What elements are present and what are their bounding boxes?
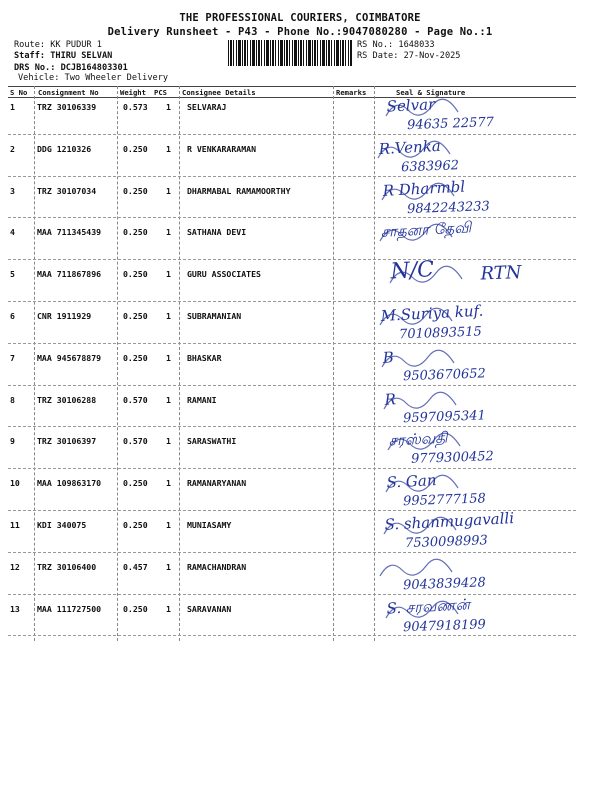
row-weight: 0.250 bbox=[123, 520, 148, 530]
row-consignee: RAMACHANDRAN bbox=[187, 561, 247, 572]
row-consignee: R VENKARARAMAN bbox=[187, 143, 257, 154]
row-weight: 0.250 bbox=[123, 185, 148, 196]
row-sno: 10 bbox=[10, 478, 20, 489]
row-pcs: 1 bbox=[166, 269, 171, 280]
row-sno: 2 bbox=[10, 143, 15, 154]
vehicle-label: Vehicle: Two Wheeler Delivery bbox=[18, 73, 169, 83]
handwritten-signature bbox=[380, 387, 590, 431]
staff-label: Staff: THIRU SELVAN bbox=[14, 51, 113, 61]
row-consignee: SATHANA DEVI bbox=[187, 227, 247, 238]
col-divider bbox=[374, 86, 375, 641]
row-sno: 12 bbox=[10, 561, 20, 572]
signature-phone: 7010893515 bbox=[398, 324, 483, 343]
handwritten-signature bbox=[380, 219, 590, 263]
signature-phone: 9842243233 bbox=[406, 198, 491, 217]
signature-phone: 9952777158 bbox=[402, 491, 487, 510]
handwritten-signature bbox=[380, 596, 590, 640]
row-consignment-no: CNR 1911929 bbox=[37, 311, 92, 321]
row-consignee: SARAVANAN bbox=[187, 603, 232, 614]
col-header-remarks: Remarks bbox=[336, 88, 367, 97]
runsheet-title: Delivery Runsheet - P43 - Phone No.:9047080280 - Page No.:1 bbox=[107, 26, 493, 38]
row-weight: 0.250 bbox=[123, 352, 148, 363]
row-pcs: 1 bbox=[166, 436, 171, 447]
row-sno: 3 bbox=[10, 185, 15, 196]
handwritten-signature bbox=[380, 470, 590, 514]
signature-name: S. சரவணன் bbox=[386, 594, 471, 618]
row-weight: 0.250 bbox=[123, 478, 148, 489]
signature-phone: 9047918199 bbox=[402, 616, 487, 635]
row-consignee: GURU ASSOCIATES bbox=[187, 269, 261, 280]
signature-phone: 6383962 bbox=[400, 158, 460, 176]
row-consignment-no: MAA 711345439 bbox=[37, 227, 102, 238]
row-consignment-no: MAA 711867896 bbox=[37, 269, 102, 280]
handwritten-signature bbox=[380, 428, 590, 472]
col-header-sno: S No bbox=[10, 88, 28, 97]
signature-name: சரஸ்வதி bbox=[388, 428, 448, 450]
row-pcs: 1 bbox=[166, 478, 171, 489]
row-weight: 0.250 bbox=[123, 269, 148, 280]
row-sno: 4 bbox=[10, 227, 15, 238]
col-divider bbox=[333, 86, 334, 641]
row-sno: 6 bbox=[10, 311, 15, 321]
handwritten-signature bbox=[380, 94, 590, 138]
handwritten-signature bbox=[380, 554, 590, 598]
rs-number: RS No.: 1648033 bbox=[357, 40, 435, 50]
col-header-seal: Seal & Signature bbox=[396, 88, 466, 97]
row-pcs: 1 bbox=[166, 102, 171, 112]
row-consignment-no: TRZ 30106400 bbox=[37, 561, 97, 572]
signature-phone: 9503670652 bbox=[402, 366, 487, 385]
signature-name: S. shanmugavalli bbox=[384, 509, 515, 534]
row-pcs: 1 bbox=[166, 311, 171, 321]
row-consignee: SARASWATHI bbox=[187, 436, 237, 447]
row-weight: 0.250 bbox=[123, 603, 148, 614]
handwritten-signature bbox=[380, 257, 590, 305]
signature-phone: 9779300452 bbox=[410, 449, 495, 468]
row-weight: 0.457 bbox=[123, 561, 148, 572]
col-header-consignment: Consignment No bbox=[38, 88, 99, 97]
row-consignee: BHASKAR bbox=[187, 352, 222, 363]
drs-number: DRS No.: DCJB164803301 bbox=[14, 63, 128, 73]
row-weight: 0.250 bbox=[123, 143, 148, 154]
table-top-rule bbox=[8, 86, 576, 87]
row-consignee: SUBRAMANIAN bbox=[187, 311, 242, 321]
signature-phone: 9043839428 bbox=[402, 575, 487, 594]
signature-name: Selvar bbox=[386, 95, 436, 116]
row-pcs: 1 bbox=[166, 185, 171, 196]
rs-date: RS Date: 27-Nov-2025 bbox=[357, 51, 461, 61]
signature-stroke bbox=[380, 559, 452, 576]
row-sno: 13 bbox=[10, 603, 20, 614]
row-weight: 0.573 bbox=[123, 102, 148, 112]
row-consignment-no: TRZ 30107034 bbox=[37, 185, 97, 196]
col-divider bbox=[179, 86, 180, 641]
row-weight: 0.250 bbox=[123, 311, 148, 321]
row-pcs: 1 bbox=[166, 394, 171, 405]
signature-name: N/C bbox=[389, 257, 435, 285]
row-pcs: 1 bbox=[166, 227, 171, 238]
signature-phone: 7530098993 bbox=[404, 533, 489, 552]
row-weight: 0.250 bbox=[123, 227, 148, 238]
signature-phone: RTN bbox=[480, 262, 522, 285]
row-consignment-no: TRZ 30106288 bbox=[37, 394, 97, 405]
signature-name: M.Suriya kuf. bbox=[380, 301, 484, 325]
row-consignment-no: TRZ 30106339 bbox=[37, 102, 97, 112]
signature-name: S. Gan bbox=[386, 471, 437, 492]
row-consignment-no: MAA 111727500 bbox=[37, 603, 102, 614]
row-consignee: DHARMABAL RAMAMOORTHY bbox=[187, 185, 291, 196]
signature-phone: 9597095341 bbox=[402, 407, 487, 426]
signature-name: R Dharmbl bbox=[382, 177, 466, 200]
row-sno: 11 bbox=[10, 520, 20, 530]
col-divider bbox=[117, 86, 118, 641]
route-label: Route: KK PUDUR 1 bbox=[14, 40, 102, 50]
handwritten-signature bbox=[380, 136, 590, 180]
row-sno: 8 bbox=[10, 394, 15, 405]
row-consignment-no: DDG 1210326 bbox=[37, 143, 92, 154]
row-pcs: 1 bbox=[166, 561, 171, 572]
signature-name: B bbox=[382, 348, 395, 367]
handwritten-signature bbox=[380, 178, 590, 222]
row-consignment-no: TRZ 30106397 bbox=[37, 436, 97, 447]
row-pcs: 1 bbox=[166, 352, 171, 363]
row-pcs: 1 bbox=[166, 143, 171, 154]
signature-name: R bbox=[384, 389, 397, 409]
row-consignee: MUNIASAMY bbox=[187, 520, 232, 530]
barcode bbox=[228, 40, 352, 66]
row-sno: 5 bbox=[10, 269, 15, 280]
row-consignee: RAMANI bbox=[187, 394, 217, 405]
signature-name: சாதனா தேவி bbox=[380, 218, 472, 242]
signature-name: R.Venka bbox=[378, 136, 442, 158]
col-divider bbox=[34, 86, 35, 641]
handwritten-signature bbox=[380, 345, 590, 389]
row-weight: 0.570 bbox=[123, 436, 148, 447]
row-consignment-no: KDI 340075 bbox=[37, 520, 87, 530]
company-title: THE PROFESSIONAL COURIERS, COIMBATORE bbox=[179, 12, 421, 24]
col-header-pcs: PCS bbox=[154, 88, 167, 97]
handwritten-signature bbox=[380, 509, 590, 556]
row-weight: 0.570 bbox=[123, 394, 148, 405]
row-pcs: 1 bbox=[166, 520, 171, 530]
row-sno: 7 bbox=[10, 352, 15, 363]
col-header-weight: Weight bbox=[120, 88, 146, 97]
col-header-consignee: Consignee Details bbox=[182, 88, 256, 97]
row-sno: 1 bbox=[10, 102, 15, 112]
handwritten-signature bbox=[380, 303, 590, 347]
row-consignment-no: MAA 109863170 bbox=[37, 478, 102, 489]
signature-phone: 94635 22577 bbox=[406, 115, 495, 134]
row-consignment-no: MAA 945678879 bbox=[37, 352, 102, 363]
row-pcs: 1 bbox=[166, 603, 171, 614]
row-sno: 9 bbox=[10, 436, 15, 447]
row-consignee: RAMANARYANAN bbox=[187, 478, 247, 489]
row-consignee: SELVARAJ bbox=[187, 102, 227, 112]
